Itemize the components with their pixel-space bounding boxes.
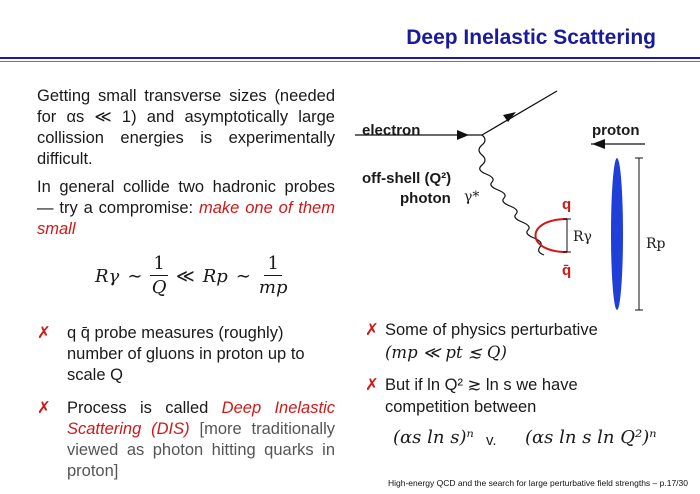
eq-frac-mp <box>259 253 288 300</box>
eq-frac-q <box>150 253 167 300</box>
eq-r-gamma: Rγ <box>95 265 120 287</box>
eq-log-s: (αs ln s)ⁿ <box>393 427 474 448</box>
label-r-p: Rp <box>646 236 666 252</box>
bullet-perturbative-text: Some of physics perturbative <box>385 321 598 339</box>
eq-den-mp: mp <box>258 276 288 298</box>
electron-arrow-out <box>503 112 516 122</box>
cross-icon: ✗ <box>365 376 379 394</box>
eq-den-q: Q <box>151 276 167 298</box>
slide-footer: High-energy QCD and the search for large perturbative field strengths – p.17/30 <box>387 478 688 488</box>
compromise-text: In general collide two hadronic probes — try a compromise: <box>37 178 335 217</box>
electron-arrow-in <box>457 130 469 140</box>
dis-diagram <box>355 80 700 325</box>
size-equation <box>95 246 287 306</box>
intro-paragraph: Getting small transverse sizes (needed for αs ≪ 1) and asymptotically large collission energies is experimentally difficult. <box>37 87 335 168</box>
bullet-dis-text: Process is called Deep Inelastic Scattering (DIS) [more traditionally viewed as photon hitting quarks in proton] <box>67 399 335 480</box>
cross-icon: ✗ <box>37 399 51 417</box>
label-offshell: off-shell (Q²) <box>362 170 452 187</box>
slide-title: Deep Inelastic Scattering <box>406 26 656 49</box>
eq-r-p: Rp <box>202 265 228 287</box>
bullet-perturbative-math: (mp ≪ pt ≲ Q) <box>385 343 507 362</box>
cross-icon: ✗ <box>365 321 379 339</box>
label-gamma-star: γ* <box>464 189 480 205</box>
proton-arrow-head <box>592 139 605 149</box>
eq-sim: ∼ <box>127 265 143 287</box>
cross-icon: ✗ <box>37 324 51 342</box>
eq-num-1: 1 <box>150 253 167 276</box>
photon-line <box>479 135 544 255</box>
label-quark: q <box>562 196 572 213</box>
compromise-paragraph <box>37 177 335 240</box>
eq-sim-2: ∼ <box>235 265 251 287</box>
label-r-gamma: Rγ <box>573 229 592 245</box>
proton-ellipse <box>611 158 623 310</box>
label-photon: photon <box>400 190 451 207</box>
eq-num-2: 1 <box>264 253 281 276</box>
label-proton: proton <box>592 122 640 139</box>
title-rule <box>0 57 700 59</box>
compromise-highlight: make one of them small <box>37 199 335 238</box>
eq-ll: ≪ <box>175 265 195 287</box>
electron-line-out <box>482 91 557 135</box>
label-antiquark: q̄ <box>562 262 572 279</box>
title-rule-thin <box>0 61 700 62</box>
label-electron: electron <box>362 122 421 139</box>
bullet-probe-text: q q̄ probe measures (roughly) number of gluons in proton up to scale Q <box>67 324 305 384</box>
bullet-competition-text: But if ln Q² ≳ ln s we have <box>385 376 578 394</box>
eq-log-s-log-q: (αs ln s ln Q²)ⁿ <box>525 427 657 448</box>
bullet-competition-text-2: competition between <box>385 398 537 416</box>
eq-versus: v. <box>486 432 497 449</box>
